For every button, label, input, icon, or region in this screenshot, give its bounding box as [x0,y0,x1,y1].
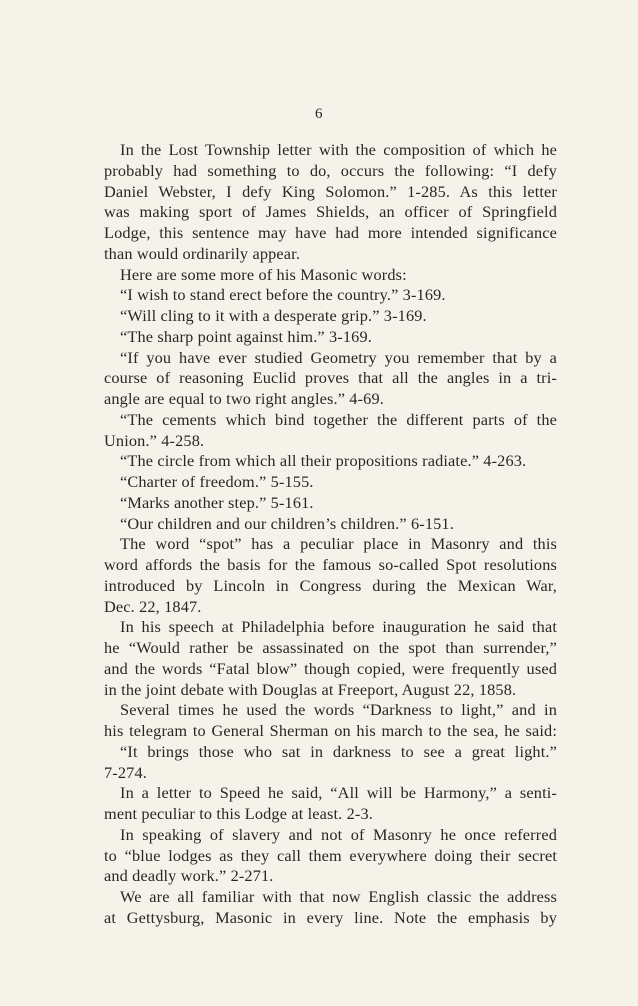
text-line: at Gettysburg, Masonic in every line. Note the emphasis by [104,907,557,927]
text-line: probably had something to do, occurs the following: “I defy [104,160,557,180]
text-line: In the Lost Township letter with the composition of which he [120,140,557,159]
text-line: in the joint debate with Douglas at Freeport, August 22, 1858. [104,679,517,699]
page-number: 6 [315,106,323,122]
text-line: and the words “Fatal blow” though copied, were frequently used [104,658,557,678]
text-line: Daniel Webster, I defy King Solomon.” 1-285. As this letter [104,181,557,201]
text-line: Dec. 22, 1847. [104,596,202,616]
text-line: In his speech at Philadelphia before inauguration he said that [120,617,557,637]
text-line: ment peculiar to this Lodge at least. 2-3. [104,804,373,823]
text-line: word affords the basis for the famous so-called Spot resolutions [104,555,557,574]
text-line: Lodge, this sentence may have had more intended significance [104,223,557,242]
text-line: his telegram to General Sherman on his march to the sea, he said: [104,721,557,740]
text-line: “I wish to stand erect before the country.” 3-169. [120,285,446,305]
text-line: “If you have ever studied Geometry you remember that by a [120,347,557,367]
text-line: Union.” 4-258. [104,430,205,450]
text-line: Several times he used the words “Darkness to light,” and in [120,700,557,720]
text-line: The word “spot” has a peculiar place in Masonry and this [120,534,557,554]
text-line: than would ordinarily appear. [104,243,301,263]
text-line: “The circle from which all their propositions radiate.” 4-263. [120,451,527,471]
text-line: In a letter to Speed he said, “All will be Harmony,” a senti- [120,783,557,803]
text-line: 7-274. [104,762,147,782]
text-line: he “Would rather be assassinated on the spot than surrender,” [104,638,557,657]
text-line: “Will cling to it with a desperate grip.” 3-169. [120,306,427,325]
text-line: “Marks another step.” 5-161. [120,492,314,512]
body-text [104,140,557,929]
text-line: “The sharp point against him.” 3-169. [120,326,372,346]
text-line: to “blue lodges as they call them everywhere doing their secret [104,845,557,865]
text-line: “Our children and our children’s children.” 6-151. [120,513,454,533]
text-line: was making sport of James Shields, an officer of Springfield [104,202,557,222]
text-line: In speaking of slavery and not of Masonry he once referred [120,824,557,844]
text-line: course of reasoning Euclid proves that all the angles in a tri- [104,368,557,388]
text-line: Here are some more of his Masonic words: [120,264,407,284]
text-line: angle are equal to two right angles.” 4-69. [104,389,384,408]
text-line: and deadly work.” 2-271. [104,866,274,886]
text-line: We are all familiar with that now English classic the address [120,887,557,906]
text-line: introduced by Lincoln in Congress during the Mexican War, [104,575,557,595]
text-line: “It brings those who sat in darkness to see a great light.” [120,741,557,761]
text-line: “The cements which bind together the different parts of the [120,409,557,429]
text-line: “Charter of freedom.” 5-155. [120,472,314,491]
